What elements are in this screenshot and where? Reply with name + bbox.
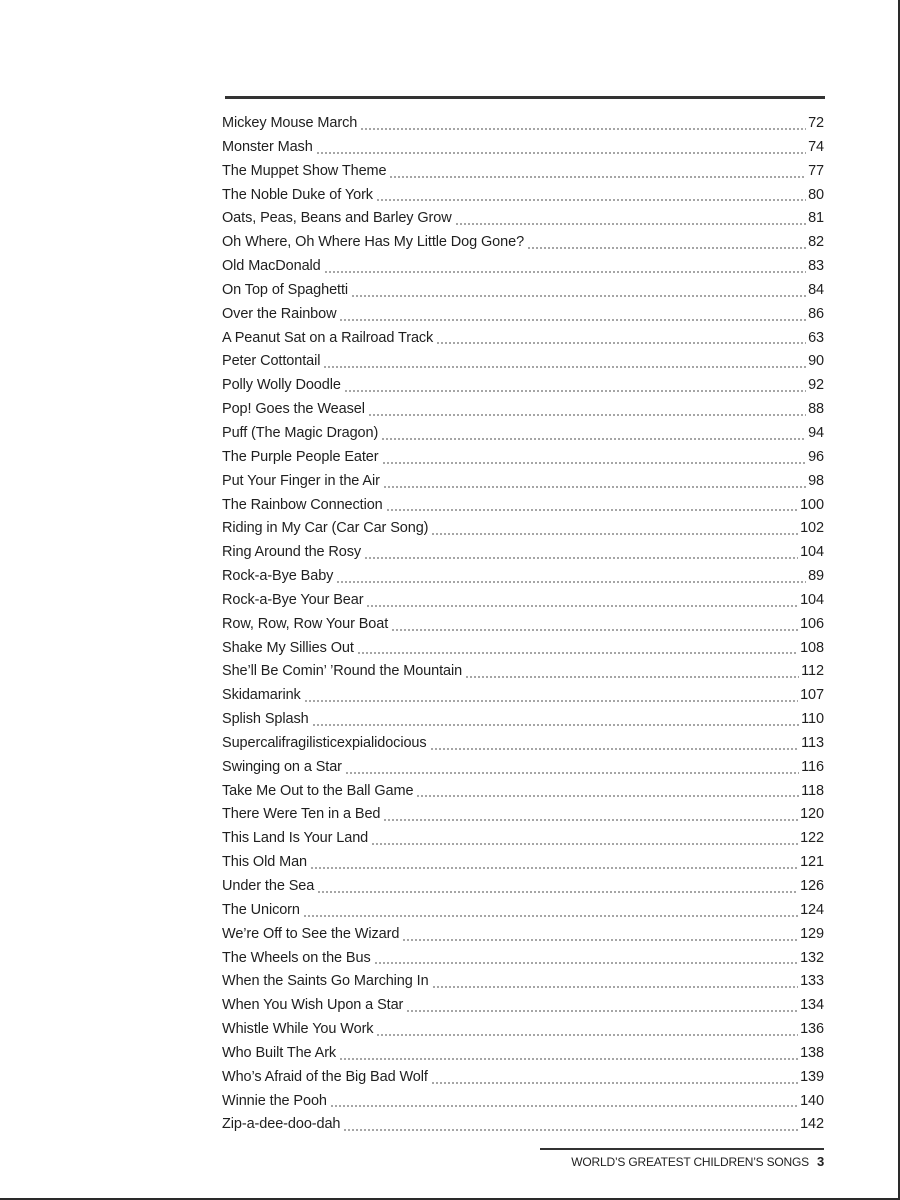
toc-entry <box>222 279 824 303</box>
toc-entry <box>222 732 824 756</box>
toc-entry-page: 83 <box>808 258 824 275</box>
toc-entry-page: 84 <box>808 281 824 298</box>
toc-entry <box>222 470 824 494</box>
toc-entry-page: 107 <box>800 687 824 704</box>
toc-entry-title: Put Your Finger in the Air <box>222 472 380 489</box>
dot-leader <box>351 293 806 298</box>
toc-entry-title: When You Wish Upon a Star <box>222 997 404 1014</box>
toc-entry-page: 100 <box>800 496 824 513</box>
toc-entry <box>222 899 824 923</box>
toc-entry <box>222 1113 824 1137</box>
dot-leader <box>310 865 798 870</box>
toc-entry <box>222 1018 824 1042</box>
footer-book-title: WORLD’S GREATEST CHILDREN’S SONGS <box>571 1155 809 1169</box>
page-footer <box>540 1154 824 1169</box>
toc-entry <box>222 923 824 947</box>
toc-entry-title: Riding in My Car (Car Car Song) <box>222 520 429 537</box>
dot-leader <box>364 555 798 560</box>
toc-entry <box>222 1090 824 1114</box>
toc-entry-title: Swinging on a Star <box>222 758 342 775</box>
toc-entry-title: This Old Man <box>222 854 308 871</box>
toc-entry-title: Oats, Peas, Beans and Barley Grow <box>222 210 452 227</box>
toc-entry-page: 86 <box>808 305 824 322</box>
toc-entry-page: 106 <box>800 615 824 632</box>
toc-entry <box>222 970 824 994</box>
dot-leader <box>416 793 799 798</box>
dot-leader <box>368 412 806 417</box>
toc-entry-title: When the Saints Go Marching In <box>222 973 429 990</box>
dot-leader <box>381 436 806 441</box>
toc-entry <box>222 1042 824 1066</box>
toc-entry <box>222 851 824 875</box>
toc-entry-title: Zip-a-dee-doo-dah <box>222 1116 341 1133</box>
toc-entry <box>222 207 824 231</box>
toc-entry <box>222 947 824 971</box>
toc-entry-title: Oh Where, Oh Where Has My Little Dog Gone? <box>222 234 525 251</box>
dot-leader <box>324 269 806 274</box>
toc-entry-title: Under the Sea <box>222 878 315 894</box>
toc-entry-page: 63 <box>808 329 824 346</box>
toc-entry <box>222 517 824 541</box>
toc-entry <box>222 613 824 637</box>
toc-entry-page: 90 <box>808 353 824 370</box>
toc-entry-page: 126 <box>800 878 824 894</box>
toc-entry-title: Skidamarink <box>222 687 301 704</box>
dot-leader <box>304 698 798 703</box>
toc-entry-title: Over the Rainbow <box>222 305 337 322</box>
dot-leader <box>406 1008 798 1013</box>
toc-entry-page: 120 <box>800 806 824 823</box>
toc-entry <box>222 112 824 136</box>
dot-leader <box>465 674 799 679</box>
toc-entry-page: 92 <box>808 377 824 394</box>
dot-leader <box>432 984 799 989</box>
dot-leader <box>431 531 798 536</box>
toc-entry <box>222 446 824 470</box>
toc-entry-page: 104 <box>800 544 824 561</box>
toc-entry <box>222 684 824 708</box>
toc-entry-title: The Wheels on the Bus <box>222 949 371 966</box>
toc-entry-page: 134 <box>800 997 824 1014</box>
toc-entry-title: Rock-a-Bye Your Bear <box>222 591 364 608</box>
toc-entry <box>222 1066 824 1090</box>
toc-entry <box>222 327 824 351</box>
dot-leader <box>336 579 806 584</box>
toc-entry-title: Who Built The Ark <box>222 1044 337 1061</box>
toc-entry-page: 108 <box>800 639 824 656</box>
toc-entry <box>222 994 824 1018</box>
toc-entry-title: The Noble Duke of York <box>222 186 373 203</box>
dot-leader <box>386 507 798 512</box>
toc-entry-title: She’ll Be Comin’ ’Round the Mountain <box>222 663 463 680</box>
dot-leader <box>383 484 806 489</box>
toc-entry-title: Peter Cottontail <box>222 353 321 370</box>
dot-leader <box>303 913 798 918</box>
toc-entry <box>222 780 824 804</box>
toc-entry-title: The Rainbow Connection <box>222 496 383 513</box>
toc-entry <box>222 184 824 208</box>
toc-entry-page: 72 <box>808 115 824 131</box>
toc-entry <box>222 637 824 661</box>
toc-entry <box>222 422 824 446</box>
dot-leader <box>312 722 800 727</box>
dot-leader <box>376 1032 798 1037</box>
toc-entry-title: Mickey Mouse March <box>222 115 358 131</box>
toc-entry-title: Pop! Goes the Weasel <box>222 401 365 418</box>
dot-leader <box>436 340 806 345</box>
toc-entry-page: 82 <box>808 234 824 251</box>
dot-leader <box>330 1103 798 1108</box>
toc-entry <box>222 589 824 613</box>
toc-entry-title: We’re Off to See the Wizard <box>222 925 400 942</box>
toc-entry-title: Puff (The Magic Dragon) <box>222 424 379 441</box>
toc-entry-title: On Top of Spaghetti <box>222 281 349 298</box>
toc-entry-page: 96 <box>808 448 824 465</box>
dot-leader <box>382 460 807 465</box>
toc-entry <box>222 803 824 827</box>
toc-entry <box>222 255 824 279</box>
dot-leader <box>317 889 798 894</box>
toc-entry-title: The Purple People Eater <box>222 448 379 465</box>
dot-leader <box>316 150 806 155</box>
toc-entry-page: 81 <box>808 210 824 227</box>
toc-entry <box>222 708 824 732</box>
toc-entry-title: Monster Mash <box>222 138 313 155</box>
toc-entry-page: 121 <box>800 854 824 871</box>
toc-entry-page: 132 <box>800 949 824 966</box>
toc-entry-title: Take Me Out to the Ball Game <box>222 782 414 799</box>
toc-entry-page: 136 <box>800 1021 824 1038</box>
toc-entry-page: 124 <box>800 901 824 918</box>
toc-entry <box>222 565 824 589</box>
toc-entry <box>222 136 824 160</box>
toc-entry <box>222 350 824 374</box>
dot-leader <box>360 126 806 131</box>
toc-entry-page: 113 <box>801 734 824 751</box>
dot-leader <box>344 388 806 393</box>
toc-entry-page: 139 <box>800 1068 824 1085</box>
toc-entry-title: Splish Splash <box>222 711 309 728</box>
toc-entry <box>222 494 824 518</box>
toc-entry-page: 110 <box>801 711 824 728</box>
toc-entry-title: Old MacDonald <box>222 258 321 275</box>
toc-entry-page: 140 <box>800 1092 824 1109</box>
footer-page-number: 3 <box>816 1154 824 1169</box>
toc-entry <box>222 303 824 327</box>
dot-leader <box>391 627 798 632</box>
dot-leader <box>376 197 806 202</box>
toc-entry <box>222 660 824 684</box>
dot-leader <box>383 817 798 822</box>
toc-entry-title: A Peanut Sat on a Railroad Track <box>222 329 434 346</box>
toc-entry-page: 138 <box>800 1044 824 1061</box>
toc-entry-page: 77 <box>808 162 824 179</box>
dot-leader <box>430 746 800 751</box>
toc-entry-page: 118 <box>801 782 824 799</box>
toc-entry-title: Polly Wolly Doodle <box>222 377 341 394</box>
toc-entry <box>222 827 824 851</box>
toc-entry-title: The Unicorn <box>222 901 300 918</box>
toc-entry-title: Row, Row, Row Your Boat <box>222 615 389 632</box>
toc-entry-title: Ring Around the Rosy <box>222 544 362 561</box>
toc-entry <box>222 160 824 184</box>
toc-entry-title: Winnie the Pooh <box>222 1092 327 1109</box>
toc-entry <box>222 231 824 255</box>
toc-entry <box>222 398 824 422</box>
dot-leader <box>357 650 798 655</box>
dot-leader <box>389 174 806 179</box>
toc-entry-page: 98 <box>808 472 824 489</box>
dot-leader <box>339 1056 798 1061</box>
dot-leader <box>455 221 806 226</box>
dot-leader <box>343 1127 798 1132</box>
footer-rule <box>540 1148 824 1150</box>
toc-entry-page: 133 <box>800 973 824 990</box>
dot-leader <box>371 841 798 846</box>
toc-entry-page: 116 <box>801 758 824 775</box>
dot-leader <box>366 603 798 608</box>
toc-entry <box>222 541 824 565</box>
toc-entry-title: There Were Ten in a Bed <box>222 806 381 823</box>
dot-leader <box>402 937 798 942</box>
toc-entry-page: 102 <box>800 520 824 537</box>
toc-entry-page: 80 <box>808 186 824 203</box>
toc-entry-title: This Land Is Your Land <box>222 830 369 847</box>
toc-entry-page: 112 <box>801 663 824 680</box>
dot-leader <box>323 364 806 369</box>
toc-entry <box>222 875 824 899</box>
toc-entry-title: The Muppet Show Theme <box>222 162 387 179</box>
toc-entry-page: 129 <box>800 925 824 942</box>
toc-entry <box>222 374 824 398</box>
toc-entry-title: Rock-a-Bye Baby <box>222 568 334 585</box>
toc-entry-page: 88 <box>808 401 824 418</box>
dot-leader <box>339 317 806 322</box>
dot-leader <box>345 770 799 775</box>
dot-leader <box>527 245 806 250</box>
toc-entry-page: 122 <box>800 830 824 847</box>
top-rule <box>225 96 825 99</box>
toc-entry-page: 74 <box>808 138 824 155</box>
dot-leader <box>431 1080 798 1085</box>
toc-entry-title: Shake My Sillies Out <box>222 639 354 656</box>
table-of-contents <box>222 112 824 1137</box>
toc-entry-title: Who’s Afraid of the Big Bad Wolf <box>222 1068 428 1085</box>
toc-entry-page: 94 <box>808 424 824 441</box>
toc-entry-title: Supercalifragilisticexpialidocious <box>222 734 427 751</box>
toc-entry <box>222 756 824 780</box>
toc-entry-page: 89 <box>808 568 824 585</box>
toc-entry-page: 104 <box>800 591 824 608</box>
dot-leader <box>374 960 798 965</box>
toc-entry-title: Whistle While You Work <box>222 1021 374 1038</box>
toc-entry-page: 142 <box>800 1116 824 1133</box>
